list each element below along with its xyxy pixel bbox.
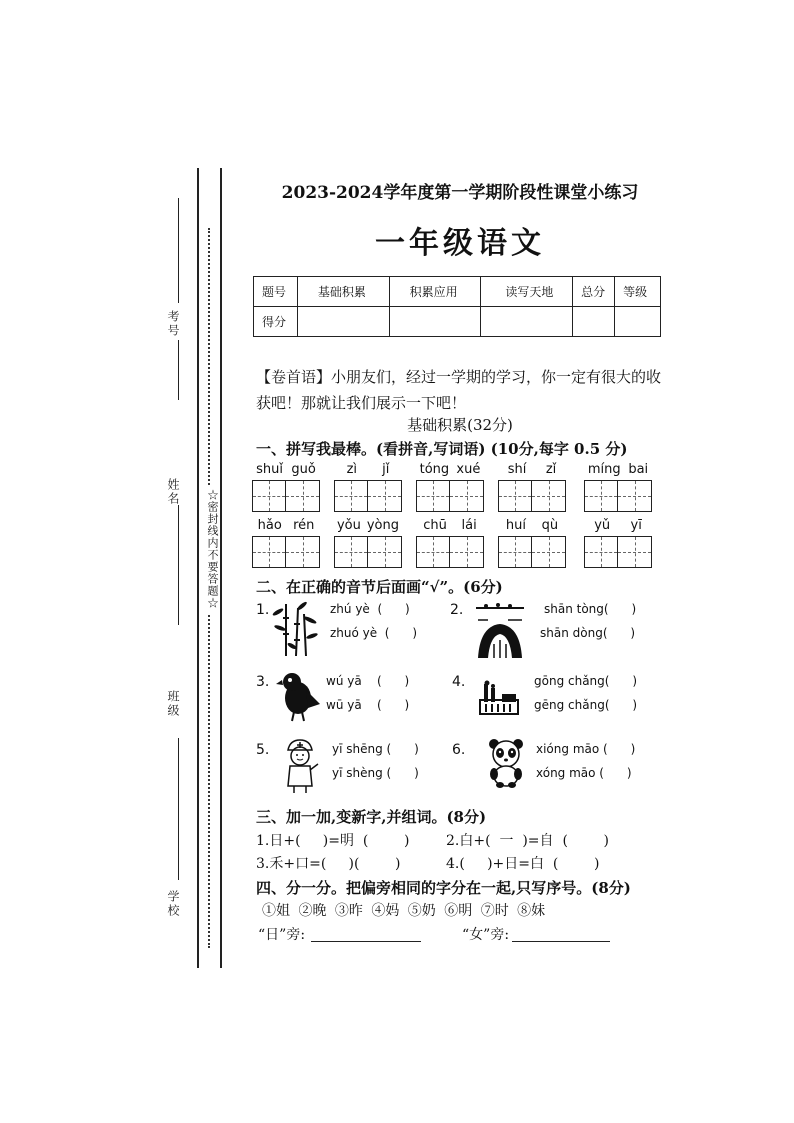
pinyin-text	[252, 462, 320, 480]
score-cell[interactable]	[297, 307, 389, 337]
name-label: 姓名	[166, 478, 180, 506]
q2-item-number: 6.	[452, 742, 466, 758]
q2-item-number: 5.	[256, 742, 270, 758]
tianzige-box	[252, 536, 320, 568]
q3-line[interactable]: 1.日+( )=明 ( )	[256, 833, 410, 849]
writing-cell[interactable]	[417, 537, 450, 567]
q2-item-number: 2.	[450, 602, 464, 618]
doctor-icon	[278, 738, 322, 794]
writing-cell[interactable]	[618, 481, 651, 511]
panda-icon	[486, 738, 526, 788]
writing-cell[interactable]	[286, 537, 319, 567]
pinyin-word	[498, 518, 566, 568]
score-cell[interactable]	[481, 307, 573, 337]
exam-no-line-2	[178, 340, 179, 400]
q3-line[interactable]: 3.禾+口=( )( )	[256, 856, 401, 872]
pinyin-syllable: lái	[461, 518, 477, 533]
nv-radical-label: “女”旁:	[462, 927, 510, 943]
score-cell[interactable]	[389, 307, 481, 337]
binding-rule-right	[220, 168, 222, 968]
writing-cell[interactable]	[417, 481, 450, 511]
table-header-cell: 总分	[573, 277, 615, 307]
table-header-cell: 基础积累	[297, 277, 389, 307]
intro-text: 【卷首语】小朋友们，经过一学期的学习，你一定有很大的收获吧！那就让我们展示一下吧！	[256, 368, 662, 412]
q2-option[interactable]: gēng chǎng( )	[534, 698, 638, 712]
pinyin-syllable: yī	[630, 518, 642, 533]
q2-item-number: 4.	[452, 674, 466, 690]
binding-rule-left	[197, 168, 199, 968]
seal-warning: ☆密封线内不要答题☆	[204, 485, 220, 613]
pinyin-syllable: yǒu	[336, 518, 361, 533]
q2-option[interactable]: shān tòng( )	[544, 602, 637, 616]
pinyin-syllable: guǒ	[291, 462, 316, 477]
q2-option[interactable]: wú yā ( )	[326, 674, 410, 688]
score-cell[interactable]	[615, 307, 661, 337]
pinyin-syllable: huí	[505, 518, 526, 533]
writing-cell[interactable]	[532, 481, 565, 511]
writing-cell[interactable]	[253, 537, 286, 567]
class-label: 班级	[166, 690, 180, 718]
ri-radical-answer[interactable]	[311, 924, 421, 942]
pinyin-text	[252, 518, 320, 536]
pinyin-text	[334, 518, 402, 536]
exam-no-label: 考号	[166, 310, 180, 338]
tianzige-box	[498, 480, 566, 512]
writing-cell[interactable]	[499, 481, 532, 511]
pinyin-word	[252, 518, 320, 568]
pinyin-syllable: shuǐ	[256, 462, 284, 477]
pinyin-word	[416, 518, 484, 568]
pinyin-word	[334, 518, 402, 568]
table-header-cell: 题号	[254, 277, 298, 307]
pinyin-syllable: jǐ	[382, 462, 390, 477]
writing-cell[interactable]	[450, 481, 483, 511]
pinyin-syllable: hǎo	[257, 518, 282, 533]
writing-cell[interactable]	[335, 481, 368, 511]
pinyin-word	[252, 462, 320, 512]
tianzige-box	[334, 480, 402, 512]
pinyin-syllable: shí	[507, 462, 527, 477]
writing-cell[interactable]	[450, 537, 483, 567]
q2-title: 二、在正确的音节后面画“√”。(6分)	[256, 578, 503, 596]
q2-option[interactable]: shān dòng( )	[540, 626, 636, 640]
table-row-label: 得分	[254, 307, 298, 337]
tianzige-box	[498, 536, 566, 568]
cave-icon	[472, 600, 528, 660]
q2-item-number: 1.	[256, 602, 270, 618]
writing-cell[interactable]	[253, 481, 286, 511]
q4-title: 四、分一分。把偏旁相同的字分在一起,只写序号。(8分)	[256, 879, 631, 897]
writing-cell[interactable]	[585, 537, 618, 567]
table-row	[254, 277, 661, 307]
q2-option[interactable]: yī shèng ( )	[332, 766, 419, 780]
writing-cell[interactable]	[286, 481, 319, 511]
pinyin-syllable: xué	[456, 462, 481, 477]
tianzige-box	[416, 536, 484, 568]
pinyin-syllable: tóng	[419, 462, 450, 477]
writing-cell[interactable]	[368, 537, 401, 567]
pinyin-syllable: yòng	[366, 518, 399, 533]
pinyin-syllable: qù	[541, 518, 559, 533]
q3-line[interactable]: 2.白+( 一 )=自 ( )	[446, 833, 609, 849]
pinyin-syllable: chū	[423, 518, 447, 533]
table-header-cell: 读写天地	[481, 277, 573, 307]
q2-option[interactable]: gōng chǎng( )	[534, 674, 638, 688]
pinyin-word	[334, 462, 402, 512]
subject-title: 一年级语文	[375, 226, 545, 261]
q3-line[interactable]: 4.( )+日=白 ( )	[446, 856, 600, 872]
pinyin-text	[498, 518, 566, 536]
table-row	[254, 307, 661, 337]
pinyin-syllable: bai	[628, 462, 649, 477]
tianzige-box	[252, 480, 320, 512]
pinyin-text	[416, 518, 484, 536]
pinyin-syllable: rén	[293, 518, 315, 533]
pinyin-text	[584, 462, 652, 480]
pinyin-syllable: zì	[346, 462, 358, 477]
bamboo-icon	[272, 600, 318, 658]
pinyin-text	[584, 518, 652, 536]
score-table	[253, 276, 661, 337]
pinyin-syllable: míng	[587, 462, 621, 477]
pinyin-word	[498, 462, 566, 512]
nv-radical-answer[interactable]	[512, 924, 610, 942]
exam-title: 2023-2024学年度第一学期阶段性课堂小练习	[281, 183, 639, 203]
q2-option[interactable]: wū yā ( )	[326, 698, 410, 712]
writing-cell[interactable]	[499, 537, 532, 567]
q1-title: 一、拼写我最棒。(看拼音,写词语) (10分,每字 0.5 分)	[256, 440, 628, 458]
factory-icon	[478, 680, 520, 716]
ri-radical-label: “日”旁:	[258, 927, 306, 943]
writing-cell[interactable]	[335, 537, 368, 567]
school-line[interactable]	[178, 770, 179, 880]
table-header-cell: 等级	[615, 277, 661, 307]
q2-option[interactable]: zhuó yè ( )	[330, 626, 418, 640]
writing-cell[interactable]	[618, 537, 651, 567]
tianzige-box	[584, 536, 652, 568]
q2-item-number: 3.	[256, 674, 270, 690]
q2-option[interactable]: xóng māo ( )	[536, 766, 632, 780]
q3-title: 三、加一加,变新字,并组词。(8分)	[256, 808, 487, 826]
tianzige-box	[416, 480, 484, 512]
score-cell[interactable]	[573, 307, 615, 337]
pinyin-word	[584, 518, 652, 568]
exam-no-line[interactable]	[178, 198, 179, 303]
pinyin-word	[416, 462, 484, 512]
pinyin-text	[416, 462, 484, 480]
tianzige-box	[334, 536, 402, 568]
q2-option[interactable]: xióng māo ( )	[536, 742, 636, 756]
q4-chars: ①姐 ②晚 ③昨 ④妈 ⑤奶 ⑥明 ⑦时 ⑧妹	[262, 903, 546, 919]
section-basic-heading: 基础积累(32分)	[407, 416, 513, 434]
q2-option[interactable]: zhú yè ( )	[330, 602, 410, 616]
q2-option[interactable]: yī shēng ( )	[332, 742, 419, 756]
name-line[interactable]	[178, 505, 179, 625]
tianzige-box	[584, 480, 652, 512]
pinyin-syllable: zǐ	[545, 462, 557, 477]
pinyin-syllable: yǔ	[594, 518, 611, 533]
school-label: 学校	[166, 890, 180, 918]
pinyin-word	[584, 462, 652, 512]
writing-cell[interactable]	[368, 481, 401, 511]
table-header-cell: 积累应用	[389, 277, 481, 307]
writing-cell[interactable]	[532, 537, 565, 567]
pinyin-text	[498, 462, 566, 480]
crow-icon	[276, 670, 320, 722]
pinyin-text	[334, 462, 402, 480]
writing-cell[interactable]	[585, 481, 618, 511]
